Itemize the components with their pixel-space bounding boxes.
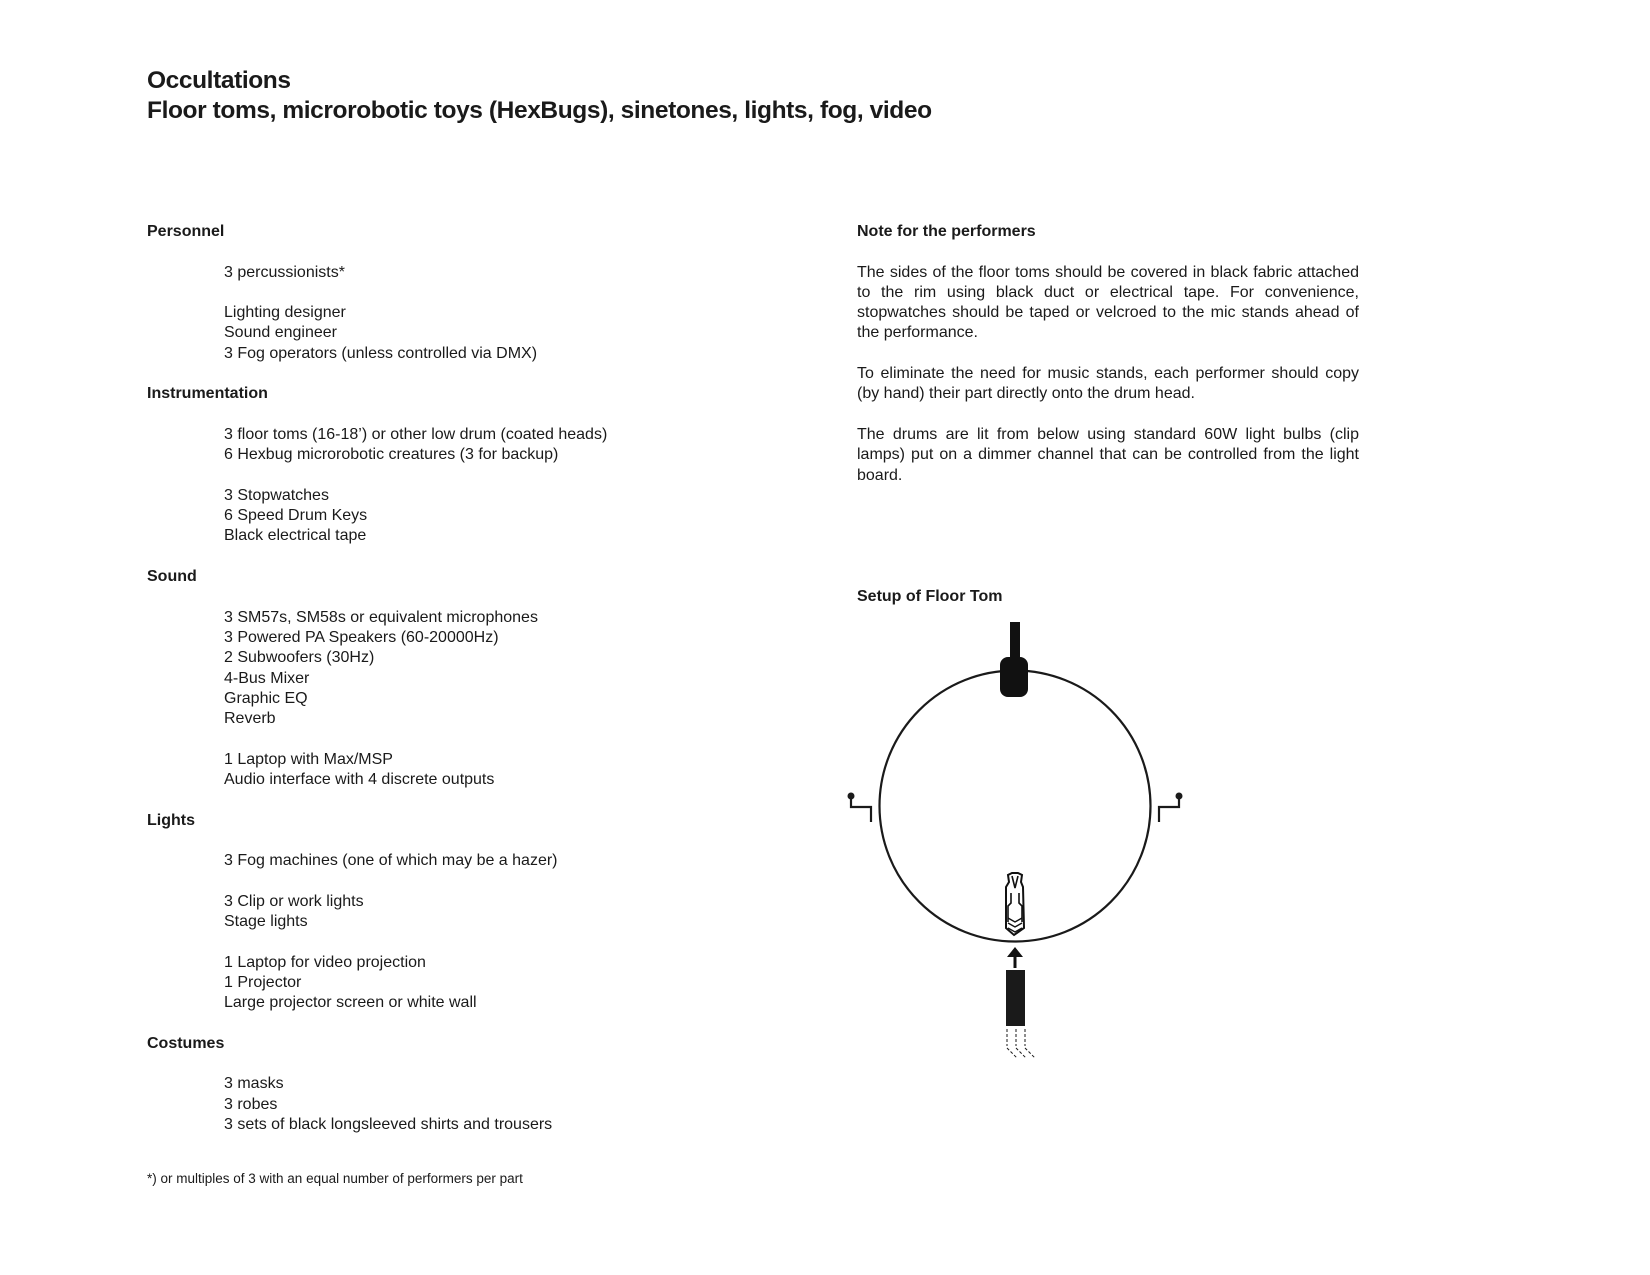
section-body: [224, 1074, 767, 1135]
notes-paragraph: To eliminate the need for music stands, each performer should copy (by hand) their part directly onto the drum head.: [857, 365, 1359, 403]
item-group: [224, 486, 767, 547]
requirements-list: [147, 222, 767, 1156]
item-group: [224, 608, 767, 730]
section-body: [224, 263, 767, 364]
list-item: Black electrical tape: [224, 527, 367, 545]
list-item: 1 Projector: [224, 973, 302, 991]
section-body: [224, 608, 767, 791]
document-title: Occultations: [147, 67, 291, 94]
list-item: 4-Bus Mixer: [224, 669, 310, 687]
section-body: [224, 851, 767, 1013]
list-item: Graphic EQ: [224, 689, 308, 707]
list-item: Stage lights: [224, 913, 308, 931]
microphone-icon: [1000, 622, 1028, 697]
item-group: [224, 425, 767, 466]
clip-lamp-icon: [1006, 970, 1025, 1026]
performer-notes: [857, 222, 1359, 486]
list-item: 3 Stopwatches: [224, 486, 329, 504]
list-item: 3 Clip or work lights: [224, 892, 364, 910]
section-heading: Lights: [147, 811, 195, 829]
direction-arrow-icon: [1007, 947, 1023, 968]
item-group: [224, 892, 767, 933]
document-header: [147, 66, 932, 126]
list-item: 3 masks: [224, 1075, 284, 1093]
notes-paragraph: The drums are lit from below using standard 60W light bulbs (clip lamps) put on a dimmer channel that can be controlled from the light board.: [857, 425, 1359, 484]
list-item: 2 Subwoofers (30Hz): [224, 649, 375, 667]
list-item: 1 Laptop for video projection: [224, 953, 426, 971]
list-item: 3 SM57s, SM58s or equivalent microphones: [224, 608, 538, 626]
light-rays-icon: [1007, 1029, 1035, 1058]
item-group: [224, 851, 767, 871]
item-group: [224, 1074, 767, 1135]
list-item: 3 Fog operators (unless controlled via DMX): [224, 344, 538, 362]
diagram-heading: Setup of Floor Tom: [857, 588, 1003, 605]
list-item: 3 robes: [224, 1095, 278, 1113]
section-heading: Sound: [147, 568, 197, 586]
stopwatch-stand-left-icon: [848, 793, 872, 823]
list-item: Large projector screen or white wall: [224, 994, 477, 1012]
item-group: [224, 263, 767, 283]
item-group: [224, 303, 767, 364]
stopwatch-stand-right-icon: [1159, 793, 1183, 823]
list-item: 3 percussionists*: [224, 263, 345, 281]
section-heading: Instrumentation: [147, 385, 268, 403]
list-item: Reverb: [224, 710, 276, 728]
floor-tom-drum-head: [880, 671, 1151, 942]
item-group: [224, 953, 767, 1014]
list-item: 3 Fog machines (one of which may be a hazer): [224, 852, 558, 870]
list-item: Audio interface with 4 discrete outputs: [224, 771, 495, 789]
notes-paragraph: The sides of the floor toms should be covered in black fabric attached to the rim using black duct or electrical tape. For convenience, stopwatches should be taped or velcroed to the mic stands ahead of the performance.: [857, 263, 1359, 342]
section-heading: Personnel: [147, 223, 225, 240]
list-item: 6 Hexbug microrobotic creatures (3 for backup): [224, 446, 559, 464]
list-item: 1 Laptop with Max/MSP: [224, 750, 393, 768]
list-item: 3 Powered PA Speakers (60-20000Hz): [224, 628, 499, 646]
list-item: 6 Speed Drum Keys: [224, 507, 368, 525]
list-item: 3 sets of black longsleeved shirts and trousers: [224, 1116, 553, 1134]
list-item: Lighting designer: [224, 304, 346, 322]
floor-tom-setup-diagram: [840, 610, 1220, 1080]
list-item: Sound engineer: [224, 324, 337, 342]
section-body: [224, 425, 767, 547]
list-item: 3 floor toms (16-18’) or other low drum (coated heads): [224, 425, 608, 443]
notes-heading: Note for the performers: [857, 223, 1036, 240]
item-group: [224, 750, 767, 791]
hexbug-icon: [1006, 873, 1024, 935]
document-subtitle: Floor toms, microrobotic toys (HexBugs), sinetones, lights, fog, video: [147, 97, 932, 124]
section-heading: Costumes: [147, 1034, 225, 1052]
footnote: *) or multiples of 3 with an equal number of performers per part: [147, 1171, 523, 1186]
